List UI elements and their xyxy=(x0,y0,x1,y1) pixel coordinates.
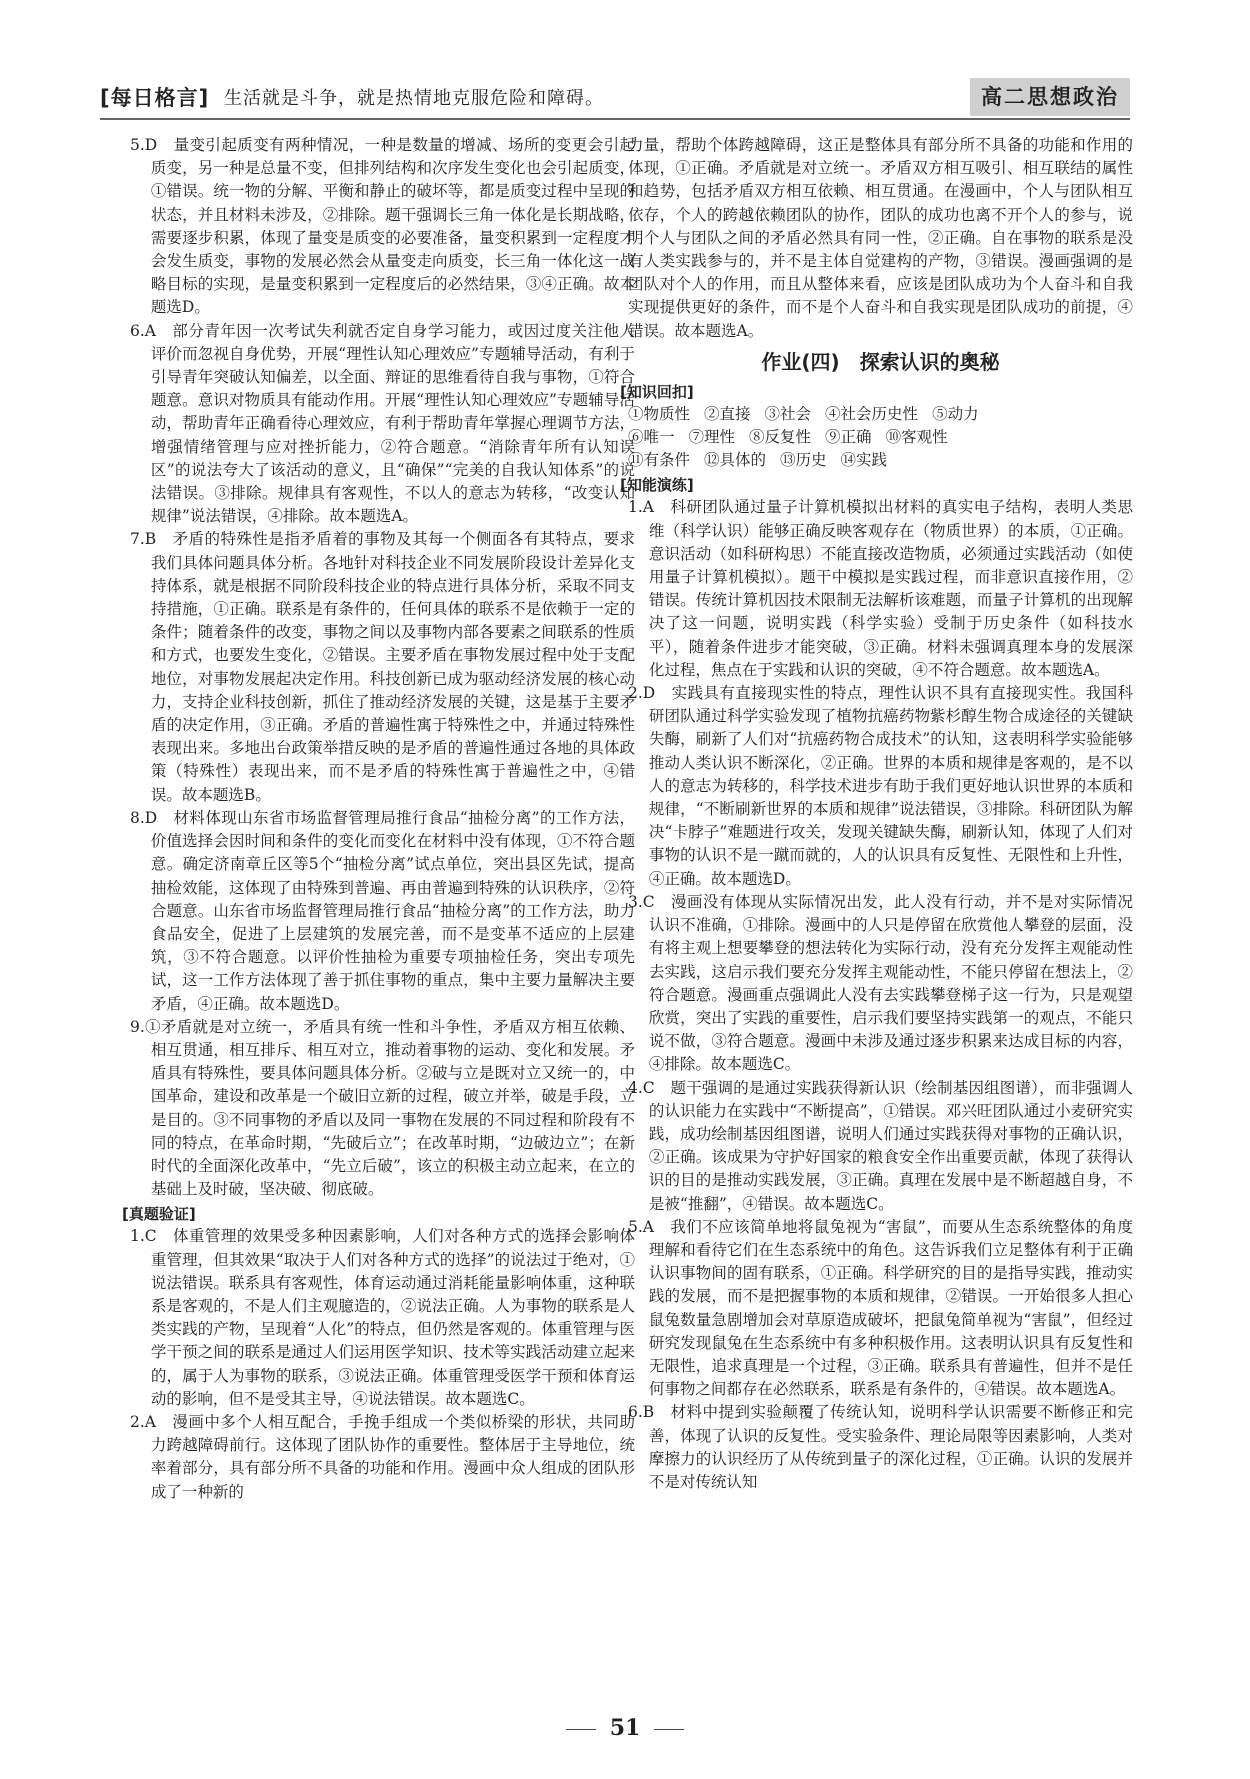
page-header xyxy=(100,78,1130,120)
answer-paragraph: 6.A 部分青年因一次考试失利就否定自身学习能力，或因过度关注他人评价而忽视自身优势，开展“理性认知心理效应”专题辅导活动，有利于引导青年突破认知偏差，以全面、辩证的思维看待自我与事物，①符合题意。意识对物质具有能动作用。开展“理性认知心理效应”专题辅导活动，帮助青年正确看待心理效应，有利于帮助青年掌握心理调节方法，增强情绪管理与应对挫折能力，②符合题意。“消除青年所有认知误区”的说法夸大了该活动的意义，且“确保”“完美的自我认知体系”的说法错误。③排除。规律具有客观性，不以人的意志为转移，“改变认知规律”说法错误，④排除。故本题选A。 xyxy=(130,321,635,526)
knowledge-answer: ⑨正确 xyxy=(825,428,872,447)
left-column xyxy=(122,134,635,1504)
answer-paragraph-continued: 力量，帮助个体跨越障碍，这正是整体具有部分所不具备的功能和作用的体现，①正确。矛盾就是对立统一。矛盾双方相互吸引、相互联结的属性和趋势，包括矛盾双方相互依赖、相互贯通。在漫画中，个人与团队相互依存，个人的跨越依赖团队的协作，团队的成功也离不开个人的参与，说明个人与团队之间的矛盾必然具有同一性，②正确。自在事物的联系是没有人类实践参与的，并不是主体自觉建构的产物，③错误。漫画强调的是团队对个人的作用，而且从整体来看，应该是团队成功为个人奋斗和自我实现提供更好的条件，而不是个人奋斗和自我实现是团队成功的前提，④错误。故本题选A。 xyxy=(628,136,1133,340)
knowledge-answer: ②直接 xyxy=(704,404,751,423)
page-number-dash xyxy=(654,1729,684,1730)
page-number xyxy=(0,1715,1250,1741)
knowledge-answers-row xyxy=(628,426,1133,449)
knowledge-answer: ⑥唯一 xyxy=(628,428,675,447)
section-heading-real-questions: [真题验证] xyxy=(122,1205,196,1224)
answer-paragraph: 9.①矛盾就是对立统一，矛盾具有统一性和斗争性，矛盾双方相互依赖、相互贯通，相互排斥、相互对立，推动着事物的运动、变化和发展。矛盾具有特殊性，要具体问题具体分析。②破与立是既对立又统一的，中国革命，建设和改革是一个破旧立新的过程，破立并举，破是手段，立是目的。③不同事物的矛盾以及同一事物在发展的不同过程和阶段有不同的特点，在革命时期，“先破后立”；在改革时期，“边破边立”；在新时代的全面深化改革中，“先立后破”，该立的积极主动立起来，在立的基础上及时破，坚决破、彻底破。 xyxy=(130,1017,635,1199)
motto-text: 生活就是斗争，就是热情地克服危险和障碍。 xyxy=(224,88,604,109)
knowledge-answer: ①物质性 xyxy=(628,404,691,423)
homework-title: 作业(四) 探索认识的奥秘 xyxy=(761,349,1000,374)
right-column xyxy=(620,134,1133,1494)
answer-paragraph: 1.A 科研团队通过量子计算机模拟出材料的真实电子结构，表明人类思维（科学认识）能够正确反映客观存在（物质世界）的本质，①正确。意识活动（如科研构思）不能直接改造物质，必须通过实践活动（如使用量子计算机模拟）。题干中模拟是实践过程，而非意识直接作用，②错误。传统计算机因技术限制无法解析该难题，而量子计算机的出现解决了这一问题，说明实践（科学实验）受制于历史条件（如科技水平），随着条件进步才能突破，③正确。材料未强调真理本身的发展深化过程，焦点在于实践和认识的突破，④不符合题意。故本题选A。 xyxy=(628,498,1133,679)
section-heading-practice: [知能演练] xyxy=(620,476,694,495)
knowledge-answer: ⑤动力 xyxy=(932,404,979,423)
knowledge-answer: ⑧反复性 xyxy=(749,428,812,447)
motto-tag: [每日格言] xyxy=(100,86,210,110)
answer-paragraph: 5.D 量变引起质变有两种情况，一种是数量的增减、场所的变更会引起质变，另一种是总量不变，但排列结构和次序发生变化也会引起质变，①错误。统一物的分解、平衡和静止的破坏等，都是质变过程中呈现的状态，并且材料未涉及，②排除。题干强调长三角一体化是长期战略，需要逐步积累，体现了量变是质变的必要准备，量变积累到一定程度才会发生质变，事物的发展必然会从量变走向质变，长三角一体化这一战略目标的实现，是量变积累到一定程度后的必然结果，③④正确。故本题选D。 xyxy=(130,136,635,317)
answer-paragraph: 8.D 材料体现山东省市场监督管理局推行食品“抽检分离”的工作方法，价值选择会因时间和条件的变化而变化在材料中没有体现，①不符合题意。确定济南章丘区等5个“抽检分离”试点单位，突出县区先试，提高抽检效能，这体现了由特殊到普遍、再由普遍到特殊的认识秩序，②符合题意。山东省市场监督管理局推行食品“抽检分离”的工作方法，助力食品安全，促进了上层建筑的发展完善，而不是变革不适应的上层建筑，③不符合题意。以评价性抽检为重要专项抽检任务，突出专项先试，这一工作方法体现了善于抓住事物的重点，集中主要力量解决主要矛盾，④正确。故本题选D。 xyxy=(130,808,635,1013)
answer-paragraph: 7.B 矛盾的特殊性是指矛盾着的事物及其每一个侧面各有其特点，要求我们具体问题具体分析。各地针对科技企业不同发展阶段设计差异化支持体系，就是根据不同阶段科技企业的特点进行具体分析，采取不同支持措施，①正确。联系是有条件的，任何具体的联系不是依赖于一定的条件；随着条件的改变，事物之间以及事物内部各要素之间联系的性质和方式，也要发生变化，②错误。主要矛盾在事物发展过程中处于支配地位，对事物发展起决定作用。科技创新已成为驱动经济发展的核心动力，支持企业科技创新，抓住了推动经济发展的关键，这是基于主要矛盾的决定作用，③正确。矛盾的普遍性寓于特殊性之中，并通过特殊性表现出来。多地出台政策举措反映的是矛盾的普遍性通过各地的具体政策（特殊性）表现出来，而不是矛盾的特殊性寓于普遍性之中，④错误。故本题选B。 xyxy=(130,530,635,804)
knowledge-answer: ⑪有条件 xyxy=(628,451,691,470)
knowledge-answer: ⑩客观性 xyxy=(885,428,948,447)
knowledge-answer: ③社会 xyxy=(764,404,812,423)
knowledge-answer: ⑬历史 xyxy=(780,451,827,470)
answer-paragraph: 4.C 题干强调的是通过实践获得新认识（绘制基因组图谱），而非强调人的认识能力在实践中“不断提高”，①错误。邓兴旺团队通过小麦研究实践，成功绘制基因组图谱，说明人们通过实践获得对事物的正确认识，②正确。该成果为守护好国家的粮食安全作出重要贡献，体现了获得认识的目的是推动实践发展，③正确。真理在发展中是不断超越自身，不是被“推翻”，④错误。故本题选C。 xyxy=(628,1078,1133,1213)
answer-paragraph: 1.C 体重管理的效果受多种因素影响，人们对各种方式的选择会影响体重管理，但其效果“取决于人们对各种方式的选择”的说法过于绝对，①说法错误。联系具有客观性，体育运动通过消耗能量影响体重，这种联系是客观的，不是人们主观臆造的，②说法正确。人为事物的联系是人类实践的产物，呈现着“人化”的特点，但仍然是客观的。体重管理与医学干预之间的联系是通过人们运用医学知识、技术等实践活动建立起来的，属于人为事物的联系，③说法正确。体重管理受医学干预和体育运动的影响，但不是受其主导，④说法错误。故本题选C。 xyxy=(130,1227,635,1408)
answer-paragraph: 2.A 漫画中多个人相互配合，手挽手组成一个类似桥梁的形状，共同助力跨越障碍前行。这体现了团队协作的重要性。整体居于主导地位，统率着部分，具有部分所不具备的功能和作用。漫画中众人组成的团队形成了一种新的 xyxy=(130,1412,635,1501)
answer-paragraph: 5.A 我们不应该简单地将鼠兔视为“害鼠”，而要从生态系统整体的角度理解和看待它们在生态系统中的角色。这告诉我们立足整体有利于正确认识事物间的固有联系，①正确。科学研究的目的是指导实践，推动实践的发展，而不是把握事物的本质和规律，②错误。一开始很多人担心鼠兔数量急剧增加会对草原造成破坏，把鼠兔简单视为“害鼠”，但经过研究发现鼠兔在生态系统中有多种积极作用。这表明认识具有反复性和无限性，追求真理是一个过程，③正确。联系具有普遍性，但并不是任何事物之间都存在必然联系，联系是有条件的，④错误。故本题选A。 xyxy=(628,1217,1133,1399)
answer-paragraph: 6.B 材料中提到实验颠覆了传统认知，说明科学认识需要不断修正和完善，体现了认识的反复性。受实验条件、理论局限等因素影响，人类对摩擦力的认识经历了从传统到量子的深化过程，①正确。认识的发展并不是对传统认知 xyxy=(628,1403,1133,1491)
knowledge-answer: ④社会历史性 xyxy=(825,404,919,423)
answer-paragraph: 2.D 实践具有直接现实性的特点，理性认识不具有直接现实性。我国科研团队通过科学实验发现了植物抗癌药物紫杉醇生物合成途径的关键缺失酶，刷新了人们对“抗癌药物合成技术”的认知，这表明科学实验能够推动人类认识不断深化，②正确。世界的本质和规律是客观的，是不以人的意志为转移的，科学技术进步有助于我们更好地认识世界的本质和规律，“不断刷新世界的本质和规律”说法错误，③排除。科研团队为解决“卡脖子”难题进行攻关，发现关键缺失酶，刷新认知，体现了人们对事物的认识不是一蹴而就的，人的认识具有反复性、无限性和上升性，④正确。故本题选D。 xyxy=(628,684,1133,888)
section-heading-knowledge: [知识回扣] xyxy=(620,382,694,401)
knowledge-answer: ⑭实践 xyxy=(840,451,888,470)
answer-paragraph: 3.C 漫画没有体现从实际情况出发，此人没有行动，并不是对实际情况认识不准确，①排除。漫画中的人只是停留在欣赏他人攀登的层面，没有将主观上想要攀登的想法转化为实际行动，没有充分发挥主观能动性去实践，这启示我们要充分发挥主观能动性，不能只停留在想法上，②符合题意。漫画重点强调此人没有去实践攀登梯子这一行为，只是观望欣赏，突出了实践的重要性，启示我们要坚持实践第一的观点，不能只说不做，③符合题意。漫画中未涉及通过逐步积累来达成目标的内容，④排除。故本题选C。 xyxy=(628,892,1133,1074)
page-number-dash xyxy=(566,1729,596,1730)
knowledge-answers-row xyxy=(628,403,1133,426)
knowledge-answers-row xyxy=(628,449,1133,472)
page-number-value: 51 xyxy=(609,1715,641,1741)
knowledge-answer: ⑦理性 xyxy=(688,428,736,447)
knowledge-answer: ⑫具体的 xyxy=(704,451,767,470)
subject-label: 高二思想政治 xyxy=(970,78,1130,116)
